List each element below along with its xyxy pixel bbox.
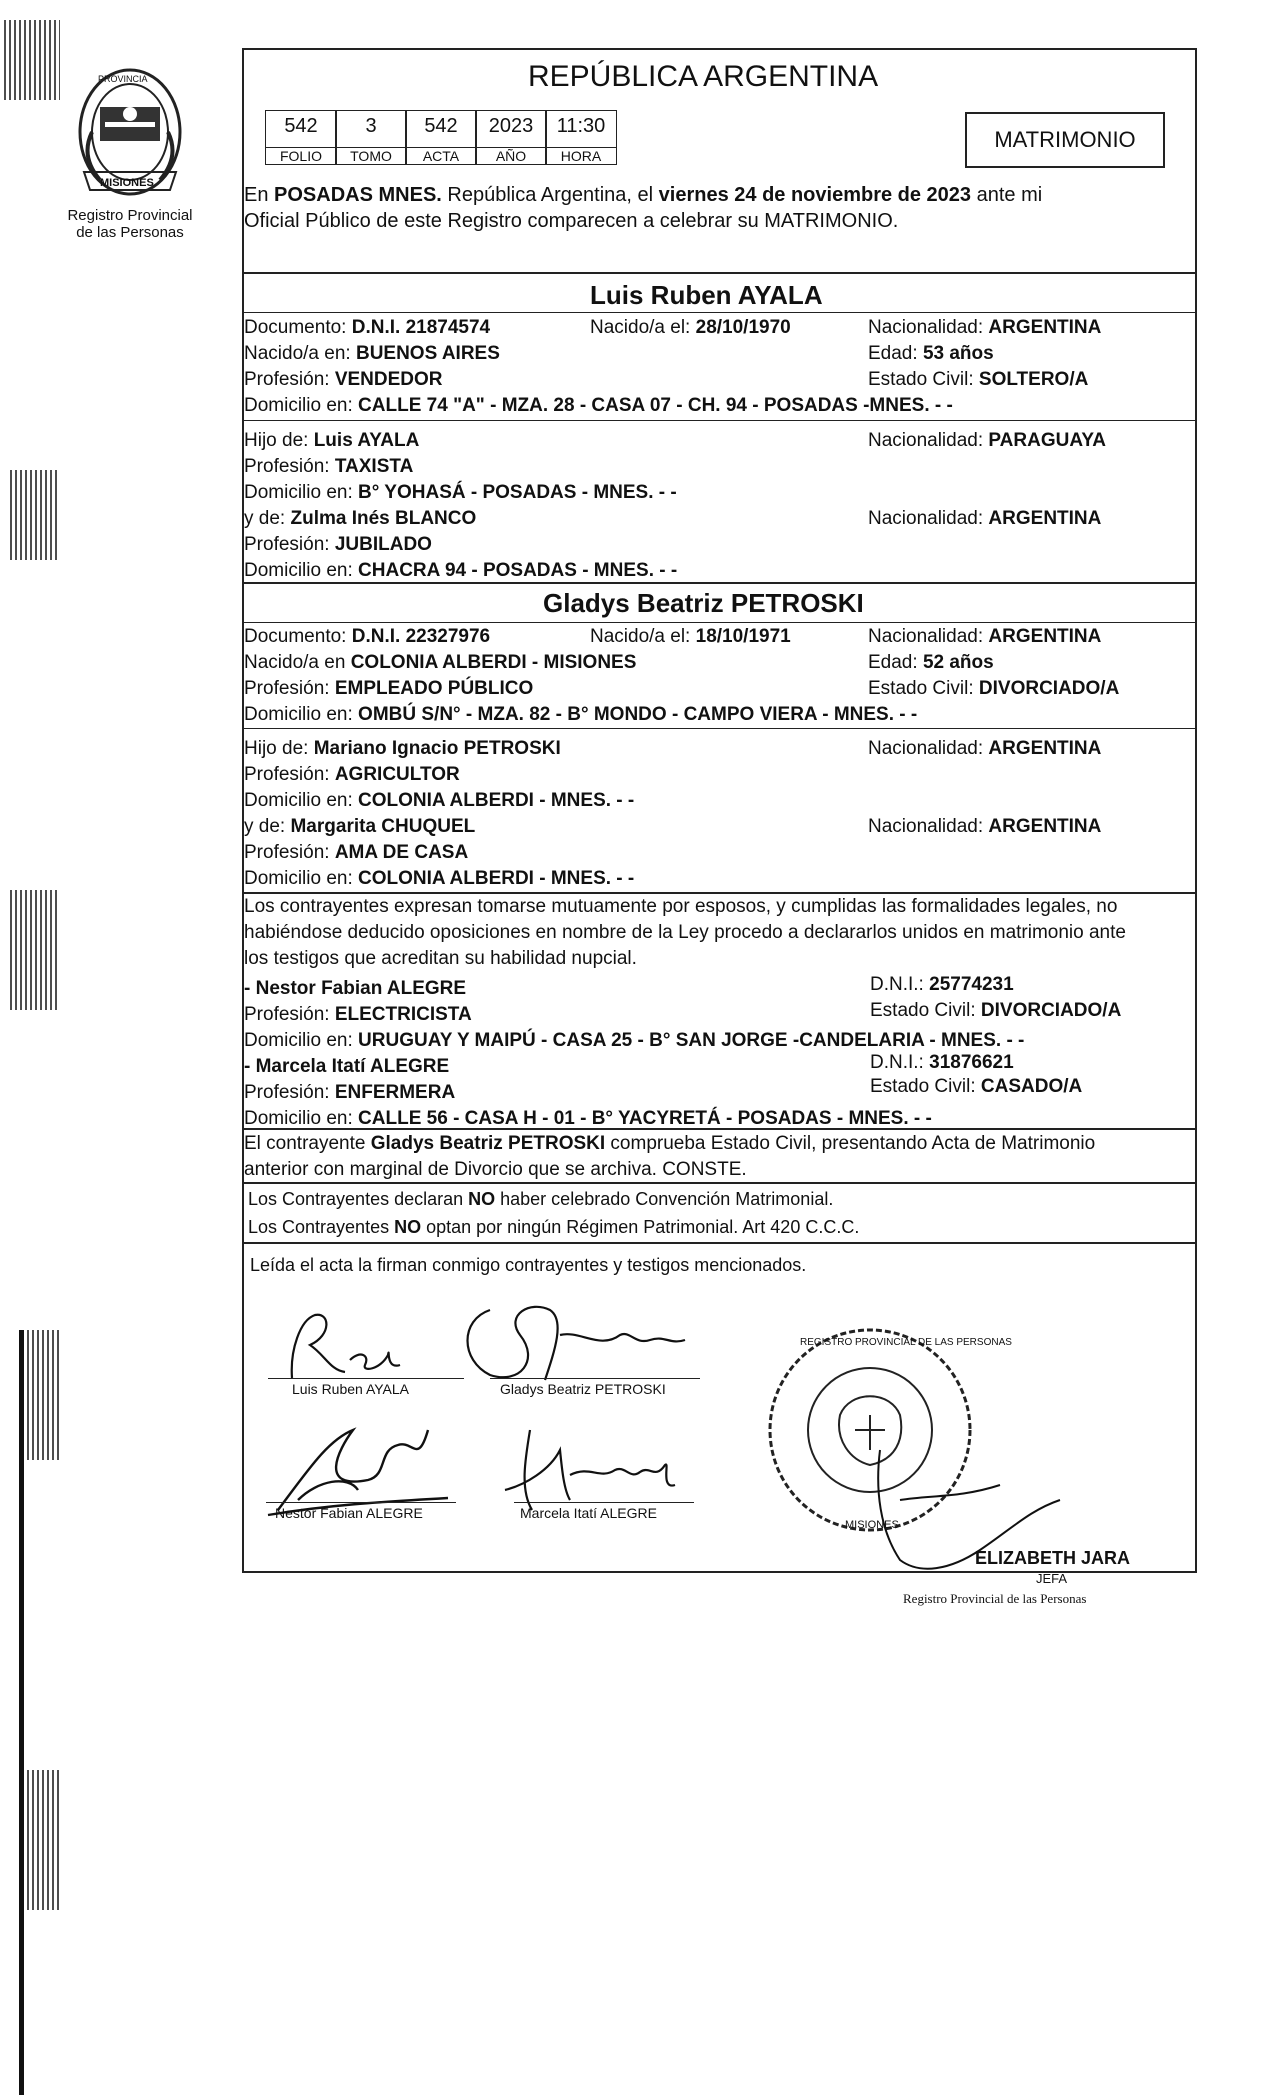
- field-line: [868, 317, 1101, 339]
- seal-text-bottom: MISIONES: [845, 1519, 899, 1531]
- witness1-prof-label: Profesión:: [244, 1004, 330, 1025]
- signature-spouse1: [270, 1300, 450, 1390]
- field-line: [244, 1004, 472, 1026]
- field-line: [868, 678, 1119, 700]
- contrayente1-born: 28/10/1970: [695, 317, 791, 338]
- scan-noise: [4, 20, 60, 100]
- contrayente1-doc: D.N.I. 21874574: [351, 317, 491, 338]
- tomo-value: 3: [365, 115, 377, 137]
- act-type-box: [965, 112, 1165, 168]
- field-line: [244, 842, 468, 864]
- contrayente1-father-nat-label: Nacionalidad:: [868, 430, 984, 451]
- table-cell: [475, 147, 547, 165]
- field-line: [590, 626, 791, 648]
- scan-noise: [10, 470, 58, 560]
- contrayente1-birthplace-label: Nacido/a en:: [244, 343, 351, 364]
- field-line: [868, 430, 1106, 452]
- intro-date: viernes 24 de noviembre de 2023: [658, 184, 972, 206]
- convention-a1: Los Contrayentes declaran: [248, 1189, 469, 1209]
- contrayente2-father-nat: ARGENTINA: [988, 738, 1102, 759]
- contrayente2-born: 18/10/1971: [695, 626, 791, 647]
- convention-line1: [248, 1188, 833, 1210]
- contrayente1-mother: Zulma Inés BLANCO: [290, 508, 477, 529]
- convention-a2: haber celebrado Convención Matrimonial.: [495, 1189, 834, 1209]
- contrayente2-mother-nat-label: Nacionalidad:: [868, 816, 984, 837]
- registry-name-line2: de las Personas: [76, 224, 184, 241]
- field-line: [868, 369, 1088, 391]
- contrayente2-civil: DIVORCIADO/A: [978, 678, 1120, 699]
- contrayente1-father-addr-label: Domicilio en:: [244, 482, 353, 503]
- contrayente2-nat: ARGENTINA: [988, 626, 1102, 647]
- field-line: [244, 704, 917, 726]
- field-line: [244, 652, 636, 674]
- witness1-name: - Nestor Fabian ALEGRE: [244, 978, 467, 999]
- field-line: [244, 534, 432, 556]
- contrayente2-mother-prof-label: Profesión:: [244, 842, 330, 863]
- table-cell: [405, 110, 477, 148]
- note-name: Gladys Beatriz PETROSKI: [370, 1133, 606, 1154]
- year-value: 2023: [488, 115, 534, 137]
- contrayente2-mother-addr-label: Domicilio en:: [244, 868, 353, 889]
- witness1-dni: 25774231: [929, 974, 1014, 995]
- note-p2: comprueba Estado Civil, presentando Acta de Matrimonio: [605, 1133, 1096, 1154]
- contrayente2-mother-nat: ARGENTINA: [988, 816, 1102, 837]
- hour-label: HORA: [560, 148, 602, 164]
- emblem-caption-bottom: MISIONES: [100, 177, 154, 189]
- table-cell: [265, 147, 337, 165]
- contrayente2-father-addr-label: Domicilio en:: [244, 790, 353, 811]
- contrayente2-born-label: Nacido/a el:: [590, 626, 691, 647]
- field-line: [590, 317, 791, 339]
- contrayente2-mother-label: y de:: [244, 816, 286, 837]
- contrayente1-prof: VENDEDOR: [334, 369, 443, 390]
- field-line: [870, 1000, 1121, 1022]
- divider: [242, 272, 1197, 274]
- field-line: [244, 482, 677, 504]
- hour-value: 11:30: [556, 115, 606, 137]
- seal-text-top: REGISTRO PROVINCIAL DE LAS PERSONAS: [800, 1337, 1012, 1348]
- divider: [242, 622, 1197, 623]
- contrayente1-mother-nat: ARGENTINA: [988, 508, 1102, 529]
- scan-noise: [10, 890, 58, 1010]
- act-type-label: MATRIMONIO: [994, 127, 1136, 152]
- divorce-note-line2: anterior con marginal de Divorcio que se archiva. CONSTE.: [244, 1159, 747, 1180]
- declaration-line1: Los contrayentes expresan tomarse mutuamente por esposos, y cumplidas las formalidades legales, no: [244, 896, 1118, 917]
- contrayente1-doc-label: Documento:: [244, 317, 347, 338]
- field-line: [244, 430, 419, 452]
- signature-label-spouse1: Luis Ruben AYALA: [292, 1381, 410, 1397]
- acta-label: ACTA: [422, 148, 460, 164]
- contrayente2-nat-label: Nacionalidad:: [868, 626, 984, 647]
- folio-value: 542: [284, 115, 318, 137]
- divorce-note-line1: [244, 1133, 1095, 1155]
- contrayente2-birthplace: COLONIA ALBERDI - MISIONES: [350, 652, 637, 673]
- contrayente2-addr-label: Domicilio en:: [244, 704, 353, 725]
- contrayente1-mother-addr-label: Domicilio en:: [244, 560, 353, 581]
- witness2-civil-label: Estado Civil:: [870, 1076, 976, 1097]
- official-role: JEFA: [1036, 1571, 1068, 1586]
- contrayente2-father-prof: AGRICULTOR: [334, 764, 460, 785]
- witness2-dni: 31876621: [929, 1052, 1014, 1073]
- witness1-addr: URUGUAY Y MAIPÚ - CASA 25 - B° SAN JORGE -CANDELARIA - MNES. - -: [358, 1030, 1025, 1051]
- intro-line1: [244, 184, 1042, 206]
- contrayente2-civil-label: Estado Civil:: [868, 678, 974, 699]
- divider: [242, 892, 1197, 894]
- field-line: [244, 508, 476, 530]
- table-cell: [545, 110, 617, 148]
- scan-noise: [22, 1770, 62, 1910]
- contrayente1-addr: CALLE 74 "A" - MZA. 28 - CASA 07 - CH. 94 - POSADAS -MNES. - -: [358, 395, 953, 416]
- field-line: [868, 343, 994, 365]
- contrayente1-mother-nat-label: Nacionalidad:: [868, 508, 984, 529]
- contrayente1-age: 53 años: [922, 343, 994, 364]
- country-title: REPÚBLICA ARGENTINA: [528, 60, 879, 93]
- signature-label-witness2: Marcela Itatí ALEGRE: [520, 1505, 657, 1521]
- table-cell: [335, 147, 407, 165]
- divider: [242, 1242, 1197, 1244]
- contrayente1-age-label: Edad:: [868, 343, 918, 364]
- field-line: [870, 1076, 1082, 1098]
- contrayente1-father-prof: TAXISTA: [334, 456, 414, 477]
- table-cell: [405, 147, 477, 165]
- witness2-prof-label: Profesión:: [244, 1082, 330, 1103]
- field-line: [868, 508, 1101, 530]
- witness2-addr: CALLE 56 - CASA H - 01 - B° YACYRETÁ - POSADAS - MNES. - -: [358, 1108, 932, 1129]
- contrayente1-mother-addr: CHACRA 94 - POSADAS - MNES. - -: [358, 560, 678, 581]
- intro-p1: En: [244, 184, 275, 206]
- convention-b-no: NO: [394, 1217, 422, 1237]
- field-line: [244, 317, 490, 339]
- convention-a-no: NO: [468, 1189, 496, 1209]
- contrayente1-born-label: Nacido/a el:: [590, 317, 691, 338]
- field-line: [244, 369, 443, 391]
- table-cell: [265, 110, 337, 148]
- official-registry: Registro Provincial de las Personas: [903, 1591, 1087, 1606]
- contrayente1-civil-label: Estado Civil:: [868, 369, 974, 390]
- declaration-line3: los testigos que acreditan su habilidad nupcial.: [244, 948, 637, 969]
- field-line: [244, 738, 561, 760]
- field-line: [244, 560, 677, 582]
- field-line: [244, 1030, 1024, 1052]
- field-line: [868, 626, 1101, 648]
- intro-p2: República Argentina, el: [441, 184, 659, 206]
- contrayente1-father-addr: B° YOHASÁ - POSADAS - MNES. - -: [358, 482, 677, 503]
- field-line: [244, 626, 490, 648]
- witness2-dni-label: D.N.I.:: [870, 1052, 924, 1073]
- divider: [242, 1182, 1197, 1184]
- table-cell: [335, 110, 407, 148]
- contrayente1-nat-label: Nacionalidad:: [868, 317, 984, 338]
- contrayente1-father: Luis AYALA: [313, 430, 420, 451]
- contrayente2-father-label: Hijo de:: [244, 738, 309, 759]
- divider: [266, 1502, 456, 1503]
- divider: [242, 312, 1197, 313]
- contrayente2-father-prof-label: Profesión:: [244, 764, 330, 785]
- field-line: [244, 1108, 932, 1130]
- signature-label-witness1: Nestor Fabian ALEGRE: [275, 1505, 423, 1521]
- witness1-civil: DIVORCIADO/A: [980, 1000, 1122, 1021]
- contrayente2-prof-label: Profesión:: [244, 678, 330, 699]
- witness1-prof: ELECTRICISTA: [334, 1004, 472, 1025]
- tomo-label: TOMO: [350, 148, 392, 164]
- contrayente1-mother-prof: JUBILADO: [334, 534, 432, 555]
- table-cell: [545, 147, 617, 165]
- contrayente2-mother: Margarita CHUQUEL: [290, 816, 476, 837]
- divider: [242, 728, 1197, 729]
- divider: [242, 420, 1197, 421]
- acta-value: 542: [424, 115, 458, 137]
- contrayente2-doc: D.N.I. 22327976: [351, 626, 491, 647]
- contrayente2-age-label: Edad:: [868, 652, 918, 673]
- closing-statement: Leída el acta la firman conmigo contrayentes y testigos mencionados.: [250, 1255, 807, 1275]
- signature-witness2: [490, 1410, 700, 1520]
- witness2-addr-label: Domicilio en:: [244, 1108, 353, 1129]
- intro-line2: Oficial Público de este Registro comparecen a celebrar su MATRIMONIO.: [244, 210, 899, 232]
- table-cell: [475, 110, 547, 148]
- divider: [242, 1128, 1197, 1130]
- witness2-civil: CASADO/A: [980, 1076, 1083, 1097]
- scan-noise: [22, 1330, 62, 1460]
- contrayente2-birthplace-label: Nacido/a en: [244, 652, 346, 673]
- field-line: [244, 868, 634, 890]
- intro-place: POSADAS MNES.: [274, 184, 442, 206]
- contrayente1-civil: SOLTERO/A: [978, 369, 1089, 390]
- contrayente2-doc-label: Documento:: [244, 626, 347, 647]
- field-line: [244, 395, 953, 417]
- witness2-name: - Marcela Itatí ALEGRE: [244, 1056, 450, 1077]
- divider: [490, 1378, 700, 1379]
- field-line: [244, 790, 634, 812]
- contrayente2-addr: OMBÚ S/N° - MZA. 82 - B° MONDO - CAMPO VIERA - MNES. - -: [358, 704, 918, 725]
- divider: [268, 1378, 464, 1379]
- field-line: [244, 816, 475, 838]
- field-line: [244, 1082, 455, 1104]
- spouse1-name: Luis Ruben AYALA: [590, 280, 823, 310]
- field-line: [870, 974, 1014, 996]
- folio-label: FOLIO: [279, 148, 322, 164]
- divider: [514, 1502, 694, 1503]
- field-line: [244, 456, 413, 478]
- field-line: [870, 1052, 1014, 1074]
- official-name: ELIZABETH JARA: [975, 1548, 1131, 1568]
- convention-b2: optan por ningún Régimen Patrimonial. Art 420 C.C.C.: [421, 1217, 860, 1237]
- field-line: [244, 343, 500, 365]
- field-line: [868, 816, 1101, 838]
- witness1-dni-label: D.N.I.:: [870, 974, 924, 995]
- signature-label-spouse2: Gladys Beatriz PETROSKI: [500, 1381, 666, 1397]
- emblem-caption-top: PROVINCIA: [98, 74, 148, 84]
- contrayente1-father-label: Hijo de:: [244, 430, 309, 451]
- year-label: AÑO: [495, 148, 527, 164]
- note-p1: El contrayente: [244, 1133, 371, 1154]
- contrayente1-father-nat: PARAGUAYA: [988, 430, 1106, 451]
- contrayente2-mother-addr: COLONIA ALBERDI - MNES. - -: [358, 868, 635, 889]
- convention-b1: Los Contrayentes: [248, 1217, 395, 1237]
- contrayente2-prof: EMPLEADO PÚBLICO: [334, 678, 534, 699]
- contrayente2-father: Mariano Ignacio PETROSKI: [313, 738, 561, 759]
- divider: [242, 582, 1197, 584]
- witness1-civil-label: Estado Civil:: [870, 1000, 976, 1021]
- contrayente1-prof-label: Profesión:: [244, 369, 330, 390]
- contrayente1-nat: ARGENTINA: [988, 317, 1102, 338]
- contrayente2-father-nat-label: Nacionalidad:: [868, 738, 984, 759]
- witness1-addr-label: Domicilio en:: [244, 1030, 353, 1051]
- witness2-prof: ENFERMERA: [334, 1082, 456, 1103]
- field-line: [244, 678, 533, 700]
- spouse2-name: Gladys Beatriz PETROSKI: [543, 588, 864, 618]
- intro-p3: ante mi: [971, 184, 1043, 206]
- contrayente1-mother-label: y de:: [244, 508, 286, 529]
- contrayente2-father-addr: COLONIA ALBERDI - MNES. - -: [358, 790, 635, 811]
- scan-edge-line: [19, 1330, 24, 2095]
- field-line: [868, 738, 1101, 760]
- contrayente1-father-prof-label: Profesión:: [244, 456, 330, 477]
- contrayente1-mother-prof-label: Profesión:: [244, 534, 330, 555]
- convention-line2: [248, 1216, 859, 1238]
- contrayente2-age: 52 años: [922, 652, 994, 673]
- contrayente1-birthplace: BUENOS AIRES: [355, 343, 500, 364]
- contrayente2-mother-prof: AMA DE CASA: [334, 842, 469, 863]
- declaration-line2: habiéndose deducido oposiciones en nombre de la Ley procedo a declararlos unidos en matrimonio ante: [244, 922, 1126, 943]
- field-line: [868, 652, 994, 674]
- field-line: [244, 764, 460, 786]
- contrayente1-addr-label: Domicilio en:: [244, 395, 353, 416]
- act-fields-table: [265, 110, 617, 166]
- registry-name-line1: Registro Provincial: [67, 207, 193, 224]
